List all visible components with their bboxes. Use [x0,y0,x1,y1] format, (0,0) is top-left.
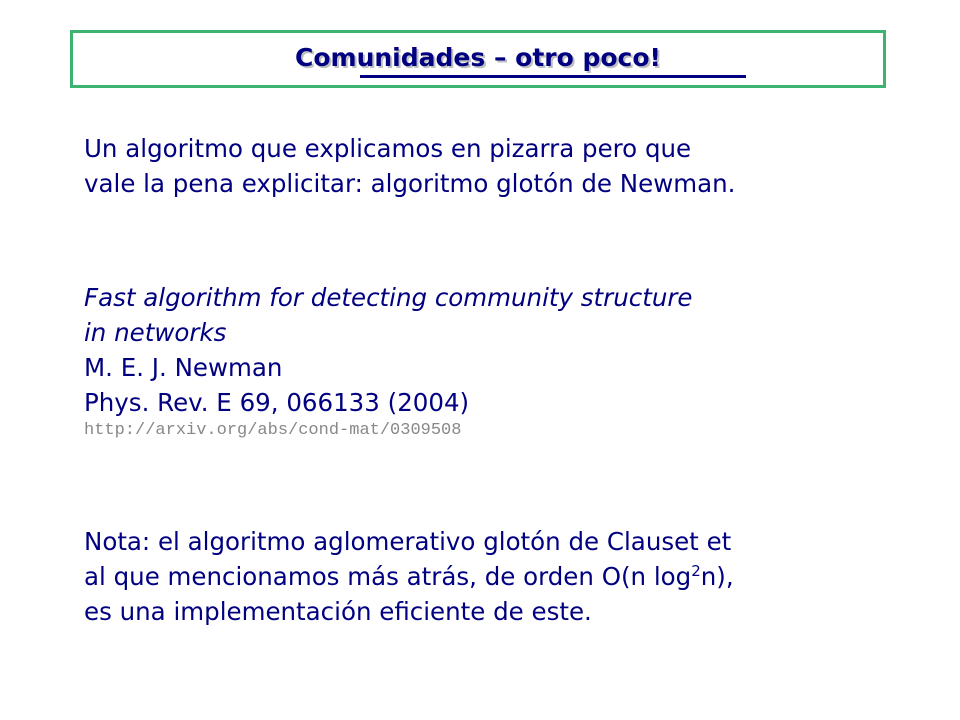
note-line-1: Nota: el algoritmo aglomerativo glotón de Clauset et [84,527,732,556]
note-paragraph [84,524,734,629]
intro-line-2: vale la pena explicitar: algoritmo glotón de Newman. [84,169,736,198]
note-line-2 [84,559,734,594]
paper-title-line-2: in networks [84,318,227,347]
title-underline [360,75,746,78]
intro-paragraph [84,131,735,201]
slide-title: Comunidades – otro poco! [295,43,661,72]
note-line-2-text: al que mencionamos más atrás, de orden O(n log [84,562,692,591]
note-line-2-end: n), [700,562,734,591]
note-line-3: es una implementación eficiente de este. [84,597,592,626]
intro-line-1: Un algoritmo que explicamos en pizarra pero que [84,134,692,163]
paper-author: M. E. J. Newman [84,353,283,382]
paper-title-line-1: Fast algorithm for detecting community structure [84,283,693,312]
reference-block [84,280,693,442]
title-box [70,30,886,88]
paper-journal: Phys. Rev. E 69, 066133 (2004) [84,388,470,417]
paper-url-link[interactable]: http://arxiv.org/abs/cond-mat/0309508 [84,421,462,440]
note-exponent: 2 [691,561,701,580]
